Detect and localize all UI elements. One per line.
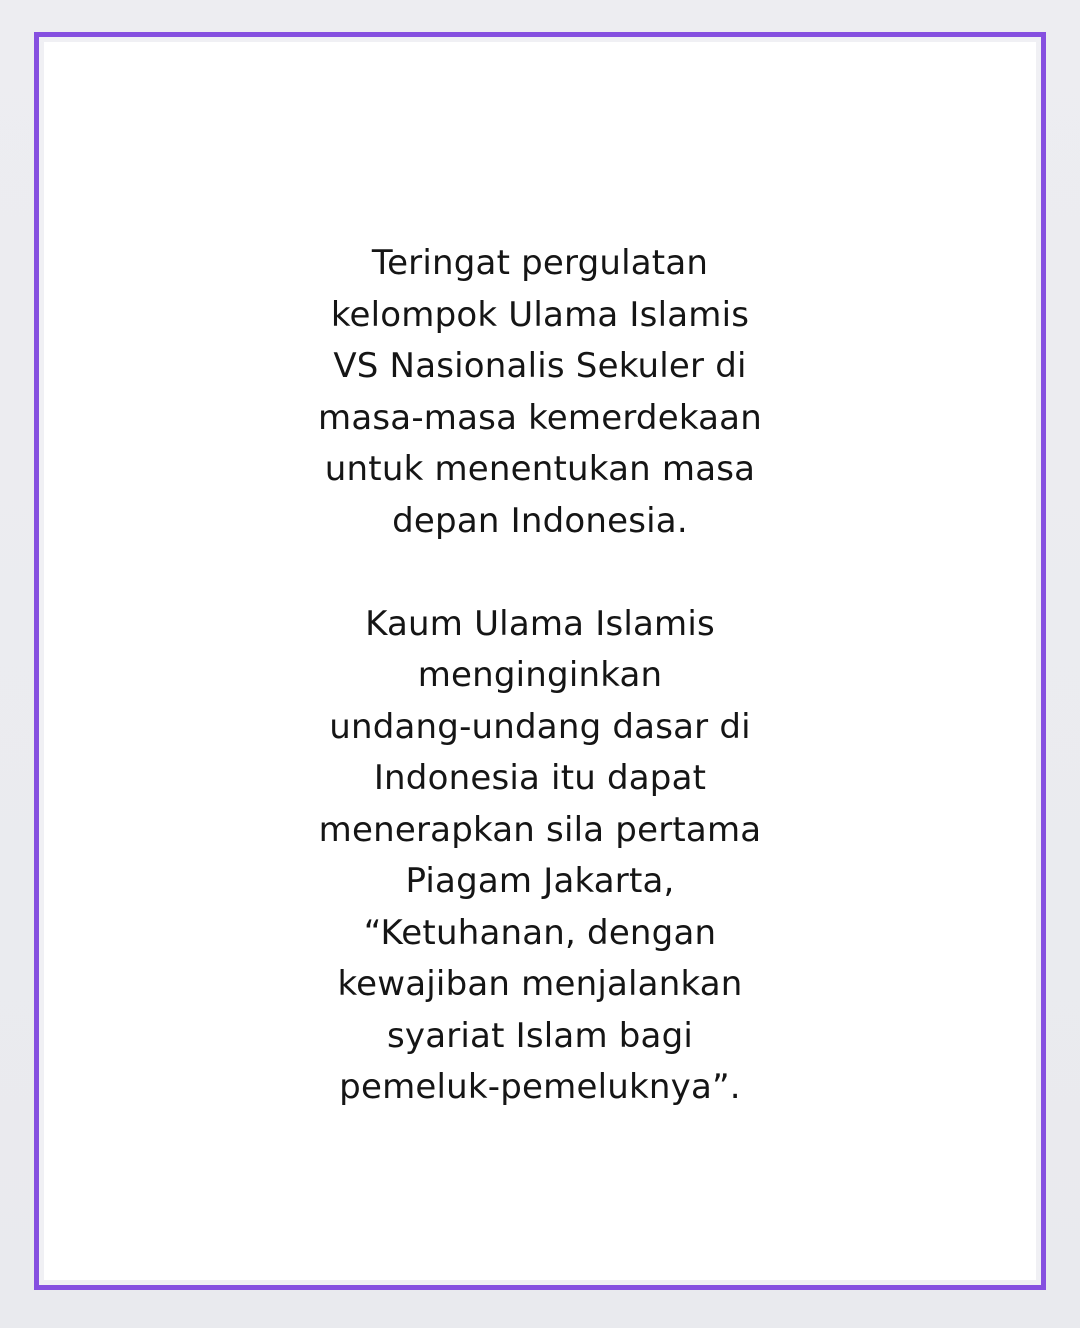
text-line: masa-masa kemerdekaan <box>318 397 762 438</box>
text-line: undang-undang dasar di <box>329 706 751 747</box>
text-line: pemeluk-pemeluknya”. <box>339 1067 741 1107</box>
text-line: kelompok Ulama Islamis <box>330 294 750 335</box>
card-frame <box>34 32 1046 1290</box>
text-line: syariat Islam bagi <box>386 1015 694 1056</box>
text-line: kewajiban menjalankan <box>337 964 743 1004</box>
text-line: untuk menentukan masa <box>324 449 756 489</box>
text-line: Teringat pergulatan <box>371 243 709 283</box>
text-line: menerapkan sila pertama <box>318 809 762 850</box>
text-line: Indonesia itu dapat <box>373 758 707 798</box>
paragraph-2 <box>44 599 1036 1114</box>
text-line: Piagam Jakarta, <box>405 861 675 901</box>
text-line: depan Indonesia. <box>392 500 688 541</box>
text-line: Kaum Ulama Islamis <box>365 603 715 644</box>
paragraph-spacer <box>44 547 1036 599</box>
text-line: menginginkan <box>417 655 663 695</box>
text-block <box>44 238 1036 1114</box>
text-line: “Ketuhanan, dengan <box>363 912 717 953</box>
paragraph-1 <box>44 238 1036 547</box>
card-content <box>44 42 1036 1280</box>
text-line: VS Nasionalis Sekuler di <box>333 346 747 386</box>
